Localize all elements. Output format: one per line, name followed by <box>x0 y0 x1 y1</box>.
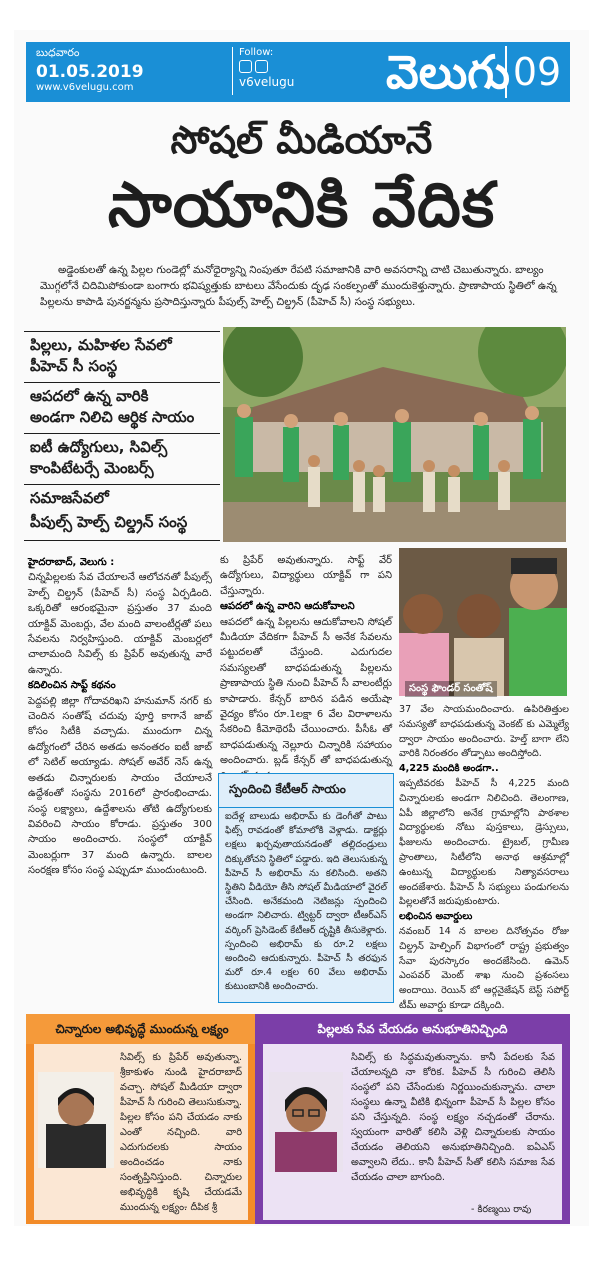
article-column-1 <box>28 555 212 879</box>
testimonial-left-signature: - దీపిక శ్రీ <box>184 1202 218 1213</box>
page-number: 09 <box>505 46 567 98</box>
facebook-icon[interactable] <box>255 60 268 73</box>
ktr-help-box <box>218 773 394 1003</box>
divider <box>24 433 220 434</box>
testimonial-right-signature: - కిరణ్మయి రావు <box>471 1204 532 1215</box>
divider <box>24 382 220 383</box>
founder-photo <box>399 548 567 696</box>
highlight-4b: పీపుల్స్ హెల్ప్ చిల్డ్రన్ సంస్థ <box>30 513 188 531</box>
header-day: బుధవారం <box>36 46 80 59</box>
testimonial-right-heading: పిల్లలకు సేవ చేయడం అనుభూతినిచ్చింది <box>317 1022 508 1036</box>
follow-block <box>232 47 294 95</box>
person-portrait-left <box>38 1072 114 1168</box>
highlight-4a: సమాజసేవలో <box>30 489 109 507</box>
column1-subheading: కదిలించిన సాఫ్ట్ కథనం <box>28 680 116 692</box>
ktr-box-heading: స్పందించి కేటీఆర్ సాయం <box>219 774 393 808</box>
group-photo-illustration <box>223 327 566 542</box>
testimonial-left-text: సివిల్స్ కు ప్రిపేర్ అవుతున్నా. శ్రీకాకుళం నుండి హైదరాబాద్ వచ్చా. సోషల్ మీడియా ద్వారా పీహెచ్ సీ గురించి తెలుసుకున్నా. పిల్లల కోసం పని చేయడం నాకు ఎంతో నచ్చింది. వారి ఎదుగుదలకు సాయం అందించడం నాకు సంతృప్తినిస్తుంది. చిన్నారుల అభివృద్ధికి కృషి చేయడమే ముందున్న లక్ష్యం. <box>120 1052 242 1213</box>
person-portrait-right <box>269 1072 343 1172</box>
column3-subheading-2: లభించిన అవార్డులు <box>399 911 473 923</box>
highlight-2b: అండగా నిలిచి ఆర్థిక సాయం <box>30 408 195 426</box>
testimonial-left-body-area <box>34 1044 248 1220</box>
group-photo <box>223 327 566 542</box>
divider <box>24 331 220 332</box>
column3-paragraph-3: నవంబర్ 14 న బాలల దినోత్సవం రోజు చిల్డ్రన్ హెల్పింగ్ విభాగంలో రాష్ట్ర ప్రభుత్వం సేవా పురస్కారం అందజేసింది. ఉమెన్ ఎంపవర్ మెంట్ శాఖ నుంచి ప్రశంసలు అందాయి. రెయిన్ బో ఆర్గనైజేషన్ బెస్ట్ సపోర్ట్ టీమ్ అవార్డు కూడా దక్కింది. <box>399 925 569 1011</box>
testimonial-right-body-area <box>263 1044 562 1220</box>
ktr-box-body: ఐదేళ్ల బాలుడు అభిరామ్ కు డెంగీతో పాటు ఫిట్స్ రావడంతో కోమాలోకి వెళ్లాడు. డాక్టర్లు లక్షలు ఖర్చవుతాయనడంతో తల్లిదండ్రులు దిక్కుతోచని స్థితిలో పడ్డారు. ఇది తెలుసుకున్న పీహెచ్ సీ అభిరామ్ ను కలిసింది. అతని స్థితిని వీడియో తీసి సోషల్ మీడియాలో వైరల్ చేసింది. అనేకమంది నెటిజన్లు స్పందించి అండగా నిలిచారు. ట్విట్టర్ ద్వారా టీఆర్ఎస్ వర్కింగ్ ప్రెసిడెంట్ కేటీఆర్ దృష్టికి తీసుకెళ్లారు. స్పందించి అభిరామ్ కు రూ.2 లక్షలు అందించి ఆదుకున్నారు. పీహెచ్ సీ తరఫున మరో రూ.4 లక్షల 60 వేలు అభిరామ్ కుటుంబానికి అందించారు. <box>225 811 387 993</box>
testimonial-right-photo <box>269 1072 343 1172</box>
header-date: 01.05.2019 <box>36 62 144 82</box>
column1-paragraph-2: పెద్దపల్లి జిల్లా గోదావరిఖని హనుమాన్ నగర్ కు చెందిన సంతోష్ చదువు పూర్తి కాగానే జాబ్ కోసం సిటీకి వచ్చాడు. ముందుగా చిన్న ఉద్యోగంలో చేరిన అతడు అనంతరం ఐటీ జాబ్ లో సెటిల్ అయ్యాడు. సోషల్ అవేర్ నెస్ ఉన్న అతడు చిన్నారులకు సాయం చేయాలనే ఉద్దేశంతో సంస్థను 2016లో ప్రారంభించాడు. సంస్థ లక్ష్యాలు, ఉద్దేశాలను తోటి ఉద్యోగులకు వివరించి సాయం కోరాడు. ప్రస్తుతం 300 సాయం అందించారు. సంస్థలో యాక్టివ్ మెంబర్లుగా 37 మంది ఉన్నారు. బాలల సంరక్షణ కోసం సంస్థ ఎప్పుడూ ముందుంటుంది. <box>28 695 212 877</box>
highlight-3a: ఐటీ ఉద్యోగులు, సివిల్స్ <box>30 438 168 456</box>
header-website[interactable]: www.v6velugu.com <box>36 82 134 93</box>
social-icons <box>239 60 294 73</box>
testimonial-panel-left <box>26 1014 258 1224</box>
column3-subheading-1: 4,225 మందికి అండగా.. <box>399 763 499 775</box>
column2-paragraph-1: కు ప్రిపేర్ అవుతున్నారు. సాఫ్ట్ వేర్ ఉద్యోగులు, విద్యార్థులు యాక్టివ్ గా పని చేస్తున్నారు. <box>220 555 392 597</box>
highlight-1a: పిల్లలు, మహిళల సేవలో <box>30 336 172 354</box>
follow-label: Follow: <box>239 47 274 58</box>
highlight-2a: ఆపదలో ఉన్న వారికి <box>30 387 149 405</box>
testimonial-left-photo <box>38 1072 114 1168</box>
page-header <box>26 42 570 102</box>
social-handle[interactable]: v6velugu <box>239 75 295 89</box>
header-date-block <box>36 46 144 93</box>
highlight-1b: పీహెచ్ సీ సంస్థ <box>30 357 118 375</box>
testimonial-right-text: సివిల్స్ కు సిద్ధమవుతున్నాను. కానీ పేదలకు సేవ చేయాలన్నది నా కోరిక. పీహెచ్ సీ గురించి తెలిసి సంస్థలో పని చేసేందుకు నిర్ణయించుకున్నాను. చాలా సంస్థలు ఉన్నా వీటికి భిన్నంగా పీహెచ్ సీ పిల్లల కోసం పని చేస్తున్నది. సంస్థ లక్ష్యం నచ్చడంతో చేరాను. స్వయంగా వారితో కలిసి వెళ్లి చిన్నారులకు సాయం చేయడం తెలియని అనుభూతినిచ్చింది. ఐఏఎస్ అవ్వాలని లేదు.. కానీ పీహెచ్ సీతో కలిసి సమాజ సేవ చేయడం చాలా బాగుంది. <box>351 1052 555 1183</box>
column2-paragraph-2: ఆపదలో ఉన్న పిల్లలను ఆదుకోవాలని సోషల్ మీడియా వేదికగా పీహెచ్ సీ అనేక సేవలను పట్టుదలతో చేస్తుంది. ఎదుగుదల సమస్యలతో బాధపడుతున్న పిల్లలను ప్రాణాపాయ స్థితి నుంచి పీహెచ్ సీ వాలంటీర్లు కాపాడారు. కేన్సర్ బారిన పడిన అయేషా వైద్యం కోసం రూ.1లక్షా 6 వేల విరాళాలను సేకరించి కీమోథెరపీ చేయించారు. పీసీఓ తో బాధపడుతున్న నెల్లూరు చిన్నారికి సహాయం అందించారు. బ్లడ్ కేన్సర్ తో బాధపడుతున్న <box>220 616 392 767</box>
founder-photo-illustration <box>399 548 567 696</box>
column2-subheading: ఆపదలో ఉన్న వారిని ఆదుకోవాలని <box>220 601 355 613</box>
highlight-3b: కాంపిటేటర్సే మెంబర్స్ <box>30 459 154 477</box>
founder-photo-caption: సంస్థ ఫౌండర్ సంతోష్ <box>405 681 497 697</box>
masthead-logo: వెలుగు <box>386 45 510 99</box>
dateline: హైదరాబాద్, వెలుగు : <box>28 557 115 568</box>
divider <box>24 540 220 541</box>
article-column-2 <box>220 553 392 784</box>
column3-paragraph-2: ఇప్పటివరకు పీహెచ్ సీ 4,225 మంది చిన్నారులకు అండగా నిలిచింది. తెలంగాణ, ఏపీ జిల్లాలోని అనేక గ్రామాల్లోని పాఠశాల విద్యార్థులకు నోటు పుస్తకాలు, డ్రెస్సులు, ఫీజులను అందించారు. ట్రైబల్, గ్రామీణ ప్రాంతాలు, సిటీలోని అనాథ ఆశ్రమాల్లో ఉంటున్న విద్యార్థులకు నిత్యావసరాలు అందజేశారు. పీహెచ్ సీ సభ్యులు పండుగలను పిల్లలతోనే జరుపుకుంటారు. <box>399 777 569 908</box>
testimonial-panel-right <box>255 1014 570 1224</box>
intro-paragraph: అడ్డెంకులతో ఉన్న పిల్లల గుండెల్లో మనోధైర్యాన్ని నింపుతూ రేపటి సమాజానికి వారి అవసరాన్ని చాటి చెబుతున్నారు. బాల్యం మొగ్గలోనే చిదిమిపోకుండా బంగారు భవిష్యత్తుకు బాటలు వేసేందుకు దృఢ సంకల్పంతో ముందుకెళ్తున్నారు. ప్రాణాపాయ స్థితిలో ఉన్న పిల్లలను కాపాడి పునర్జన్మను ప్రసాదిస్తున్నారు పీపుల్స్ హెల్ప్ చిల్డ్రన్ (పీహెచ్ సీ) సంస్థ సభ్యులు. <box>40 264 557 308</box>
testimonial-left-heading: చిన్నారుల అభివృద్ధే ముందున్న లక్ష్యం <box>26 1014 258 1044</box>
column1-paragraph-1: చిన్నపిల్లలకు సేవ చేయాలనే ఆలోచనతో పీపుల్స్ హెల్ప్ చిల్డ్రన్ (పీహెచ్ సీ) సంస్థ ఏర్పడింది. ఒక్కరితో ఆరంభమైనా ప్రస్తుతం 37 మంది యాక్టివ్ మెంబర్లు, వేల మంది వాలంటీర్లతో పలు సేవలను నిర్వహిస్తుంది. యాక్టివ్ మెంబర్లలో చాలామంది సివిల్స్ కు ప్రిపేర్ అవుతున్న వారే ఉన్నారు. <box>28 572 212 676</box>
headline-line-2: సాయానికి వేదిక <box>107 168 496 241</box>
instagram-icon[interactable] <box>239 60 252 73</box>
article-column-3 <box>399 703 569 1014</box>
headline-line-1: సోషల్ మీడియానే <box>170 118 433 162</box>
divider <box>24 484 220 485</box>
column3-paragraph-1: 37 వేల సాయమందించారు. ఉపిరితిత్తుల సమస్యతో బాధపడుతున్న వెంకట్ కు ఎమ్మెల్యే ద్వారా సాయం అందించారు. హెల్త్ బాగా లేని వారికి నిరంతరం తోడ్పాటు అందిస్తోంది. <box>399 704 569 760</box>
